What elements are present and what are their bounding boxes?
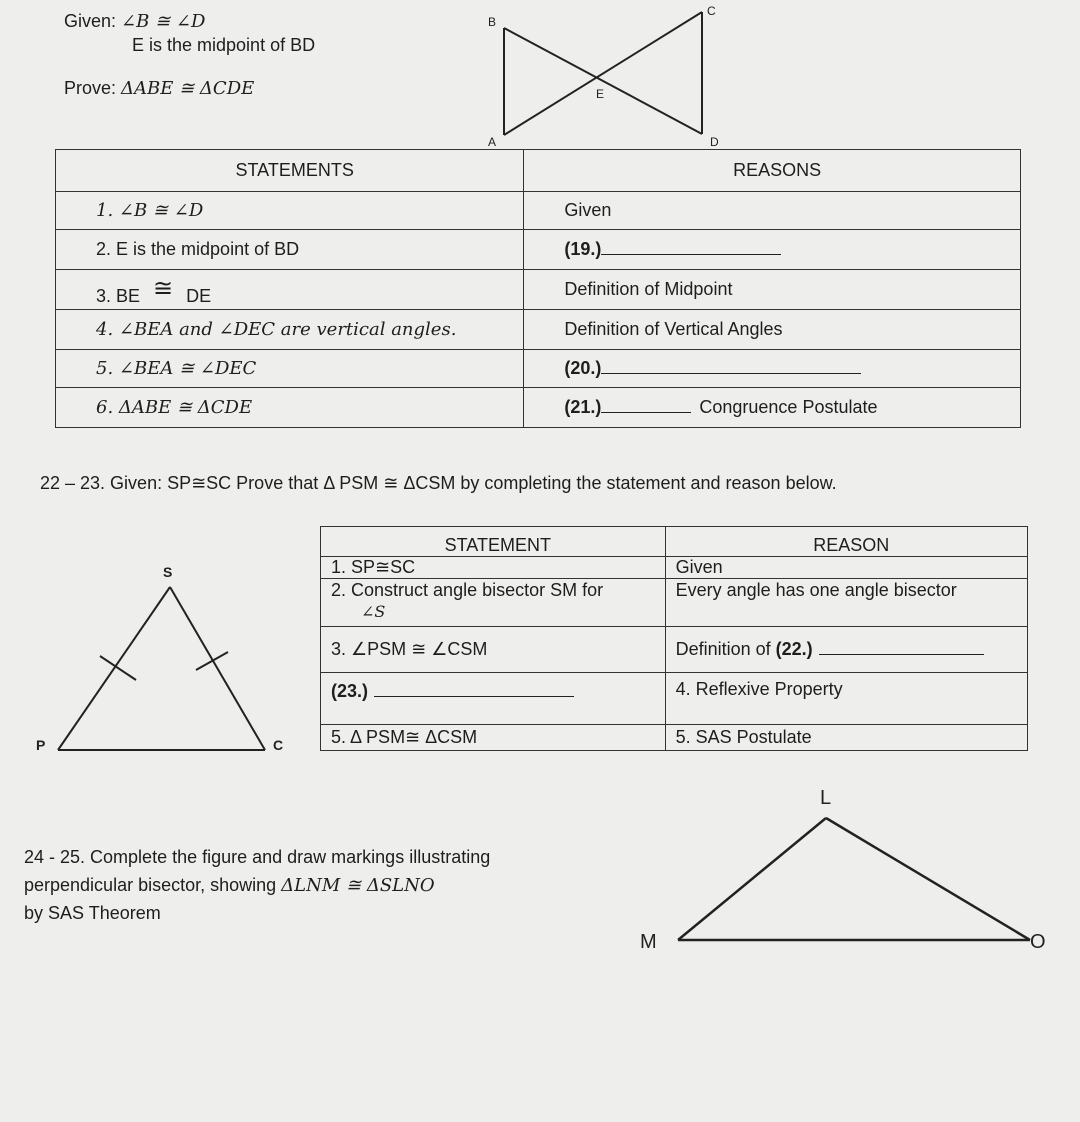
table-row: [56, 310, 1021, 350]
blank-23-label: (23.): [331, 681, 369, 701]
problem-24-25-line3: by SAS Theorem: [24, 903, 161, 923]
given-label: Given:: [64, 11, 122, 31]
proof-table-1: [55, 149, 1021, 428]
table-row: [56, 192, 1021, 230]
vertex-label-a: A: [488, 135, 497, 149]
reason-2: [524, 230, 1021, 270]
problem-24-25-line1: 24 - 25. Complete the figure and draw markings illustrating: [24, 847, 491, 867]
triangle-lmo-figure: [630, 780, 1070, 970]
statement-row-3: 3. ∠PSM ≅ ∠CSM: [321, 627, 666, 673]
reason-row-2: Every angle has one angle bisector: [665, 579, 1027, 627]
statement-5: 5. ∠BEA ≅ ∠DEC: [56, 350, 524, 388]
reasons-header: REASONS: [524, 150, 1021, 192]
blank-22-label: (22.): [775, 639, 813, 659]
table-row: [321, 725, 1028, 751]
vertex-label-b: B: [488, 15, 497, 29]
vertex-label-e: E: [596, 87, 605, 101]
table-row: [321, 579, 1028, 627]
reason-4: Definition of Vertical Angles: [524, 310, 1021, 350]
problem-24-25-line2-text: perpendicular bisector, showing: [24, 875, 282, 895]
statement-row-2: [321, 579, 666, 627]
vertex-label-o: O: [1030, 931, 1046, 953]
blank-19-line[interactable]: [601, 240, 781, 255]
vertex-label-m: M: [640, 931, 657, 953]
reason-row-3-prefix: Definition of: [675, 639, 776, 659]
reason-row-3: [665, 627, 1027, 673]
segment-ac: [504, 12, 702, 135]
segment-sc: [170, 587, 265, 750]
problem-24-25-congruence: ΔLNM ≅ ΔSLNO: [281, 875, 435, 896]
isosceles-triangle-figure: [30, 560, 300, 760]
blank-20-line[interactable]: [601, 359, 861, 374]
vertex-label-c: C: [273, 737, 284, 753]
table-row: [321, 557, 1028, 579]
segment-lo: [826, 818, 1030, 940]
reason-5: [524, 350, 1021, 388]
vertex-label-d: D: [710, 135, 719, 149]
problem-22-23-prompt: 22 – 23. Given: SP≅SC Prove that Δ PSM ≅ ΔCSM by completing the statement and reason below.: [40, 473, 837, 493]
table-row: [56, 388, 1021, 428]
reason-row-5: 5. SAS Postulate: [665, 725, 1027, 751]
prove-label: Prove:: [64, 78, 122, 98]
reason-header: REASON: [665, 527, 1027, 557]
vertex-label-l: L: [820, 787, 832, 809]
statement-2: 2. E is the midpoint of BD: [56, 230, 524, 270]
statement-4: 4. ∠BEA and ∠DEC are vertical angles.: [56, 310, 524, 350]
blank-19-label: (19.): [564, 239, 602, 259]
table-row: [56, 270, 1021, 310]
vertex-label-c: C: [707, 4, 716, 18]
reason-3: Definition of Midpoint: [524, 270, 1021, 310]
statement-3-left: 3. BE: [96, 286, 141, 306]
reason-1: Given: [524, 192, 1021, 230]
given-angles: ∠B ≅ ∠D: [121, 11, 206, 32]
vertex-label-p: P: [36, 737, 46, 753]
statement-6: 6. ΔABE ≅ ΔCDE: [56, 388, 524, 428]
prove-statement: ΔABE ≅ ΔCDE: [121, 78, 255, 99]
proof-table-2: [320, 526, 1028, 751]
problem-24-25-line2: [24, 874, 435, 897]
statement-row-1: 1. SP≅SC: [321, 557, 666, 579]
statement-3: [56, 270, 524, 310]
reason-6: [524, 388, 1021, 428]
reason-row-1: Given: [665, 557, 1027, 579]
reason-row-4: 4. Reflexive Property: [665, 673, 1027, 725]
segment-sp: [58, 587, 170, 750]
vertex-label-s: S: [163, 564, 173, 580]
blank-21-line[interactable]: [601, 398, 691, 413]
statement-3-right: DE: [186, 286, 212, 306]
congruent-symbol: ≅: [153, 275, 174, 302]
given-midpoint: E is the midpoint of BD: [132, 35, 316, 55]
blank-21-label: (21.): [564, 397, 602, 417]
statement-row-4: [321, 673, 666, 725]
blank-22-line[interactable]: [819, 640, 984, 655]
segment-lm: [678, 818, 826, 940]
prove-line: [64, 77, 254, 100]
bowtie-figure: [470, 0, 730, 150]
reason-6-suffix: Congruence Postulate: [699, 397, 878, 417]
given-line: [64, 10, 205, 33]
statement-row-2-line2: ∠S: [361, 602, 386, 621]
statement-row-2-line1: 2. Construct angle bisector SM for: [331, 580, 604, 600]
table-row: [321, 627, 1028, 673]
table-row: [56, 230, 1021, 270]
statement-1: 1. ∠B ≅ ∠D: [56, 192, 524, 230]
statement-row-5: 5. Δ PSM≅ ΔCSM: [321, 725, 666, 751]
statement-header: STATEMENT: [321, 527, 666, 557]
blank-23-line[interactable]: [374, 682, 574, 697]
segment-bd: [504, 28, 702, 134]
blank-20-label: (20.): [564, 358, 602, 378]
tick-mark-sc: [196, 652, 228, 670]
table-row: [321, 673, 1028, 725]
tick-mark-sp: [100, 656, 136, 680]
table-row: [56, 350, 1021, 388]
statements-header: STATEMENTS: [56, 150, 524, 192]
